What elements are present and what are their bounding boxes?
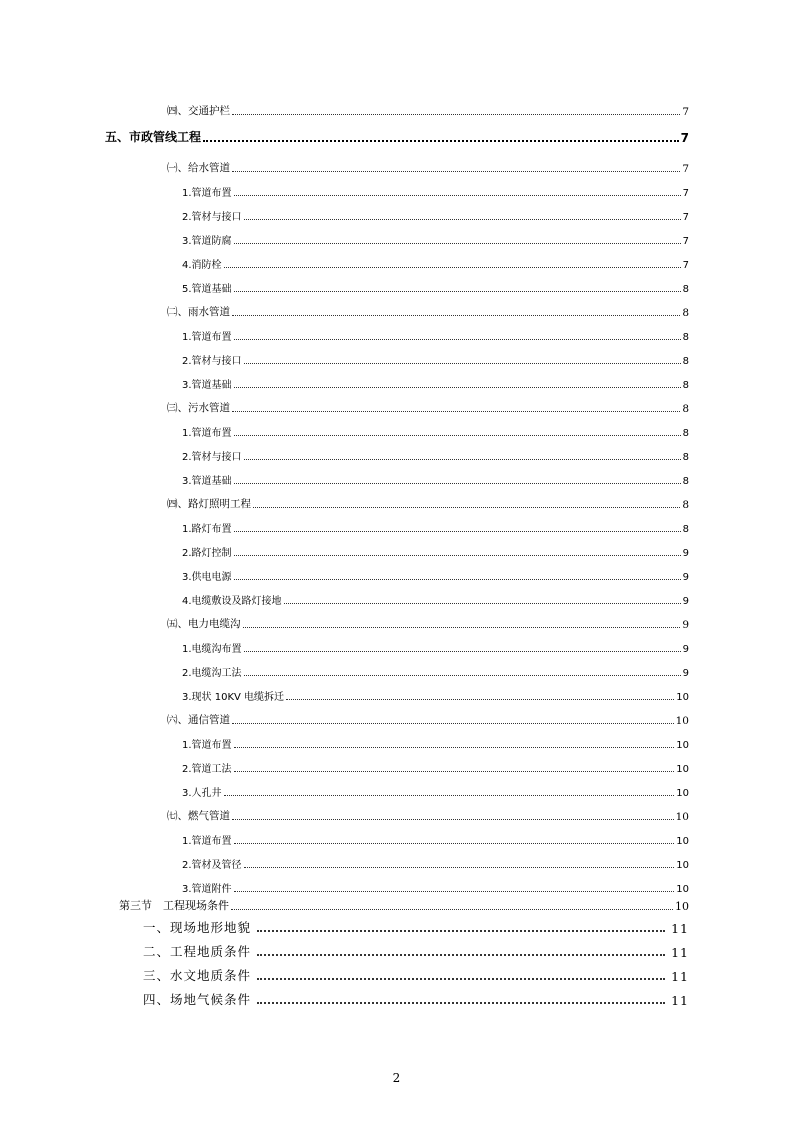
toc-entry-page: 8 bbox=[682, 332, 689, 343]
toc-entry[interactable] bbox=[167, 399, 689, 415]
toc-entry-label: 4.电缆敷设及路灯接地 bbox=[182, 596, 282, 607]
toc-entry-page: 10 bbox=[676, 836, 689, 847]
toc-entry-label: 二、工程地质条件 bbox=[143, 944, 252, 959]
toc-entry-label: 1.路灯布置 bbox=[182, 524, 232, 535]
toc-entry-label: 2.电缆沟工法 bbox=[182, 668, 242, 679]
toc-entry-label: 五、市政管线工程 bbox=[105, 130, 202, 144]
toc-entry[interactable] bbox=[143, 964, 689, 984]
dot-leader bbox=[244, 674, 681, 676]
toc-entry[interactable] bbox=[182, 591, 689, 607]
toc-entry-label: 1.管道布置 bbox=[182, 332, 232, 343]
toc-entry-page: 7 bbox=[682, 236, 689, 247]
dot-leader bbox=[243, 626, 681, 628]
dot-leader bbox=[253, 506, 680, 508]
toc-entry-label: 3.供电电源 bbox=[182, 572, 232, 583]
toc-entry-label: ㈠、给水管道 bbox=[167, 162, 230, 174]
dot-leader bbox=[234, 770, 675, 772]
dot-leader bbox=[257, 953, 665, 956]
toc-entry-page: 9 bbox=[682, 619, 689, 631]
toc-entry[interactable] bbox=[143, 916, 689, 936]
dot-leader bbox=[203, 139, 679, 142]
toc-entry-page: 8 bbox=[682, 499, 689, 511]
dot-leader bbox=[257, 977, 665, 980]
toc-entry[interactable] bbox=[182, 855, 689, 871]
toc-entry-label: 1.管道布置 bbox=[182, 740, 232, 751]
toc-entry[interactable] bbox=[182, 375, 689, 391]
toc-entry-page: 7 bbox=[682, 188, 689, 199]
toc-entry-label: 四、场地气候条件 bbox=[143, 992, 252, 1007]
toc-entry-label: 3.现状 10KV 电缆拆迁 bbox=[182, 692, 285, 703]
toc-entry-label: 1.管道布置 bbox=[182, 428, 232, 439]
toc-entry[interactable] bbox=[182, 639, 689, 655]
toc-entry-page: 8 bbox=[682, 307, 689, 319]
toc-entry[interactable] bbox=[182, 207, 689, 223]
toc-entry-page: 10 bbox=[675, 715, 689, 727]
dot-leader bbox=[232, 113, 680, 115]
toc-entry-label: ㈣、交通护栏 bbox=[167, 105, 230, 117]
toc-entry-label: 1.管道布置 bbox=[182, 188, 232, 199]
toc-entry-page: 9 bbox=[682, 644, 689, 655]
toc-entry-page: 11 bbox=[671, 945, 689, 960]
toc-entry-label: 一、现场地形地貌 bbox=[143, 920, 252, 935]
dot-leader bbox=[234, 338, 681, 340]
toc-entry-page: 10 bbox=[675, 811, 689, 823]
dot-leader bbox=[234, 578, 681, 580]
toc-entry-page: 8 bbox=[682, 380, 689, 391]
dot-leader bbox=[232, 170, 680, 172]
toc-entry-label: 三、水文地质条件 bbox=[143, 968, 252, 983]
toc-entry-label: 1.管道布置 bbox=[182, 836, 232, 847]
toc-entry[interactable] bbox=[167, 159, 689, 175]
toc-entry-label: 2.管材与接口 bbox=[182, 452, 242, 463]
dot-leader bbox=[234, 194, 681, 196]
toc-entry-label: ㈡、雨水管道 bbox=[167, 306, 230, 318]
dot-leader bbox=[232, 722, 674, 724]
dot-leader bbox=[244, 458, 681, 460]
dot-leader bbox=[224, 794, 675, 796]
dot-leader bbox=[224, 266, 681, 268]
toc-entry[interactable] bbox=[119, 896, 689, 913]
toc-entry[interactable] bbox=[167, 615, 689, 631]
toc-entry-page: 8 bbox=[682, 356, 689, 367]
toc-entry[interactable] bbox=[167, 807, 689, 823]
dot-leader bbox=[231, 908, 673, 910]
toc-entry[interactable] bbox=[182, 255, 689, 271]
toc-entry-page: 11 bbox=[671, 921, 689, 936]
dot-leader bbox=[244, 866, 675, 868]
toc-entry[interactable] bbox=[182, 279, 689, 295]
dot-leader bbox=[284, 602, 681, 604]
toc-entry-label: ㈦、燃气管道 bbox=[167, 810, 230, 822]
dot-leader bbox=[232, 314, 680, 316]
toc-entry[interactable] bbox=[182, 471, 689, 487]
toc-entry-page: 8 bbox=[682, 524, 689, 535]
toc-entry[interactable] bbox=[182, 447, 689, 463]
dot-leader bbox=[234, 746, 675, 748]
dot-leader bbox=[286, 698, 674, 700]
dot-leader bbox=[234, 290, 681, 292]
toc-entry-label: ㈢、污水管道 bbox=[167, 402, 230, 414]
toc-entry[interactable] bbox=[182, 735, 689, 751]
toc-entry[interactable] bbox=[182, 687, 689, 703]
toc-entry[interactable] bbox=[143, 940, 689, 960]
toc-entry-page: 7 bbox=[682, 163, 689, 175]
dot-leader bbox=[244, 650, 681, 652]
toc-entry-page: 9 bbox=[682, 596, 689, 607]
toc-entry[interactable] bbox=[182, 759, 689, 775]
toc-entry-label: ㈥、通信管道 bbox=[167, 714, 230, 726]
toc-entry-label: 2.管道工法 bbox=[182, 764, 232, 775]
toc-entry-label: 3.管道防腐 bbox=[182, 236, 232, 247]
toc-entry-label: 第三节 工程现场条件 bbox=[119, 899, 229, 912]
toc-entry-page: 10 bbox=[676, 884, 689, 895]
toc-entry-label: 1.电缆沟布置 bbox=[182, 644, 242, 655]
toc-entry-page: 7 bbox=[682, 260, 689, 271]
toc-entry[interactable] bbox=[182, 879, 689, 895]
dot-leader bbox=[257, 1001, 665, 1004]
dot-leader bbox=[244, 218, 681, 220]
toc-entry-page: 9 bbox=[682, 668, 689, 679]
dot-leader bbox=[257, 929, 665, 932]
toc-entry-page: 10 bbox=[676, 692, 689, 703]
dot-leader bbox=[234, 482, 681, 484]
toc-entry[interactable] bbox=[182, 567, 689, 583]
toc-entry[interactable] bbox=[182, 519, 689, 535]
dot-leader bbox=[234, 242, 681, 244]
dot-leader bbox=[234, 530, 681, 532]
toc-entry[interactable] bbox=[167, 495, 689, 511]
dot-leader bbox=[234, 554, 681, 556]
dot-leader bbox=[244, 362, 681, 364]
toc-entry[interactable] bbox=[182, 543, 689, 559]
toc-entry-label: 2.路灯控制 bbox=[182, 548, 232, 559]
toc-entry-page: 7 bbox=[682, 212, 689, 223]
toc-entry-page: 8 bbox=[682, 476, 689, 487]
toc-entry-page: 11 bbox=[671, 969, 689, 984]
toc-entry[interactable] bbox=[182, 351, 689, 367]
toc-entry[interactable] bbox=[182, 663, 689, 679]
toc-entry[interactable] bbox=[182, 231, 689, 247]
dot-leader bbox=[232, 410, 680, 412]
toc-entry-page: 9 bbox=[682, 572, 689, 583]
toc-entry[interactable] bbox=[182, 831, 689, 847]
toc-entry-label: 2.管材与接口 bbox=[182, 356, 242, 367]
toc-entry[interactable] bbox=[143, 988, 689, 1008]
dot-leader bbox=[234, 842, 675, 844]
toc-entry-page: 8 bbox=[682, 428, 689, 439]
toc-entry-page: 7 bbox=[680, 131, 689, 145]
dot-leader bbox=[232, 818, 674, 820]
toc-entry-label: 2.管材及管径 bbox=[182, 860, 242, 871]
toc-entry-page: 8 bbox=[682, 284, 689, 295]
toc-entry-page: 10 bbox=[676, 860, 689, 871]
toc-entry-label: 3.管道基础 bbox=[182, 380, 232, 391]
toc-entry[interactable] bbox=[182, 423, 689, 439]
toc-entry-page: 8 bbox=[682, 452, 689, 463]
toc-entry[interactable] bbox=[182, 183, 689, 199]
toc-entry[interactable] bbox=[167, 303, 689, 319]
dot-leader bbox=[234, 434, 681, 436]
toc-entry-label: 3.管道附件 bbox=[182, 884, 232, 895]
dot-leader bbox=[234, 890, 675, 892]
toc-entry-label: ㈤、电力电缆沟 bbox=[167, 618, 241, 630]
toc-entry[interactable] bbox=[182, 327, 689, 343]
toc-entry-label: 3.人孔井 bbox=[182, 788, 222, 799]
toc-entry-page: 10 bbox=[676, 764, 689, 775]
toc-entry[interactable] bbox=[167, 711, 689, 727]
toc-entry-label: 5.管道基础 bbox=[182, 284, 232, 295]
toc-entry-label: ㈣、路灯照明工程 bbox=[167, 498, 251, 510]
toc-entry[interactable] bbox=[182, 783, 689, 799]
toc-entry-label: 3.管道基础 bbox=[182, 476, 232, 487]
toc-entry[interactable] bbox=[105, 127, 689, 145]
toc-entry-page: 7 bbox=[682, 106, 689, 118]
toc-entry-page: 9 bbox=[682, 548, 689, 559]
toc-entry[interactable] bbox=[167, 102, 689, 118]
toc-entry-page: 10 bbox=[676, 788, 689, 799]
toc-entry-page: 11 bbox=[671, 993, 689, 1008]
toc-entry-label: 4.消防栓 bbox=[182, 260, 222, 271]
toc-entry-label: 2.管材与接口 bbox=[182, 212, 242, 223]
page-number: 2 bbox=[392, 1071, 401, 1085]
toc-entry-page: 8 bbox=[682, 403, 689, 415]
toc-entry-page: 10 bbox=[675, 900, 689, 913]
dot-leader bbox=[234, 386, 681, 388]
toc-entry-page: 10 bbox=[676, 740, 689, 751]
